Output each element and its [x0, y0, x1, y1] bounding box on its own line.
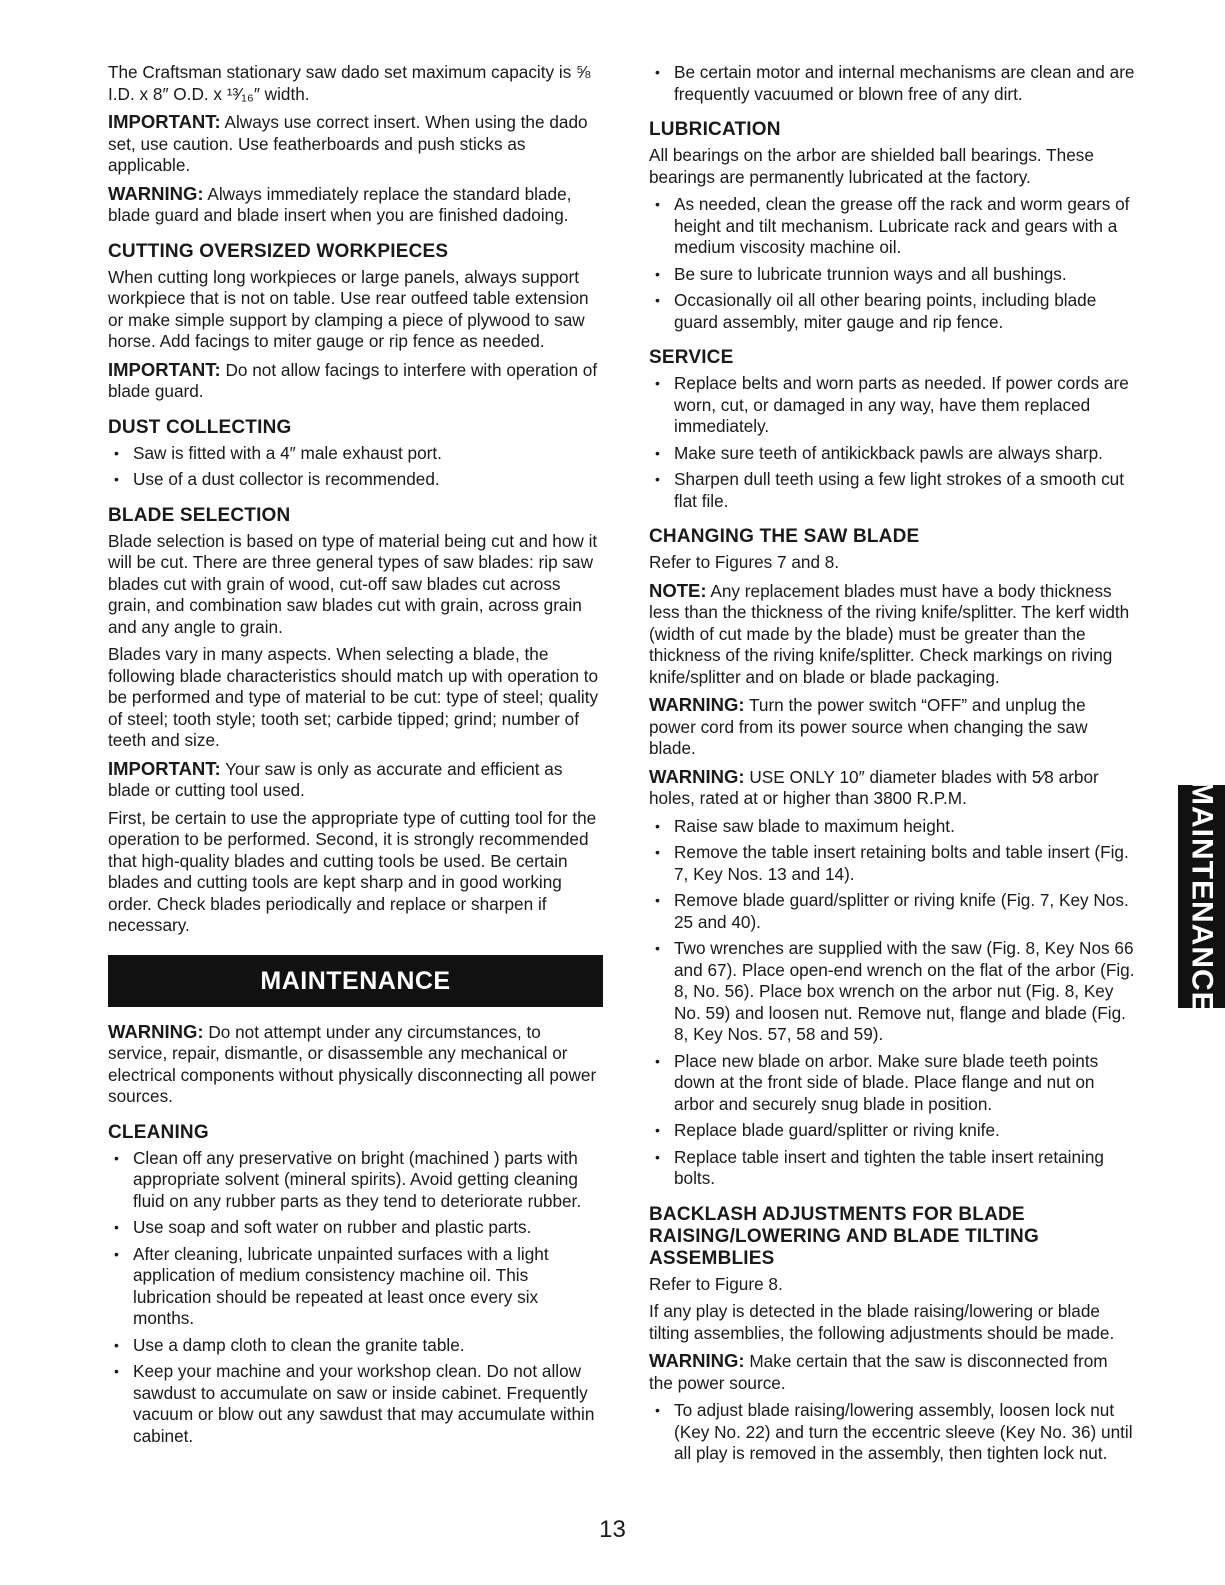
warning-dado-note	[108, 183, 603, 227]
backlash-adjustments-heading: BACKLASH ADJUSTMENTS FOR BLADE RAISING/LOWERING AND BLADE TILTING ASSEMBLIES	[649, 1203, 1039, 1269]
changing-blade-list	[649, 816, 1136, 1190]
important-text: Always use correct insert. When using the dado set, use caution. Use featherboards and push sticks as applicable.	[108, 112, 588, 175]
lubrication-text: All bearings on the arbor are shielded ball bearings. These bearings are permanently lubricated at the factory.	[649, 145, 1094, 187]
figure-reference: Refer to Figures 7 and 8.	[649, 552, 840, 572]
list-item: • After cleaning, lubricate unpainted surfaces with a light application of medium consistency machine oil. This lubrication should be repeated at least once every six months.	[108, 1244, 603, 1330]
backlash-text: If any play is detected in the blade raising/lowering or blade tilting assemblies, the following adjustments should be made.	[649, 1301, 1115, 1343]
changing-saw-blade-heading: CHANGING THE SAW BLADE	[649, 526, 920, 547]
warning-disconnect	[649, 1350, 1136, 1394]
service-heading: SERVICE	[649, 347, 734, 368]
list-item: • Be certain motor and internal mechanisms are clean and are frequently vacuumed or blown free of any dirt.	[649, 62, 1136, 105]
service-list	[649, 373, 1136, 512]
left-column	[108, 62, 603, 1453]
list-item: • Sharpen dull teeth using a few light strokes of a smooth cut flat file.	[649, 469, 1136, 512]
warning-text: Make certain that the saw is disconnected from the power source.	[649, 1351, 1108, 1393]
list-item: • Occasionally oil all other bearing points, including blade guard assembly, miter gauge and rip fence.	[649, 290, 1136, 333]
warning-label: WARNING:	[108, 1020, 204, 1042]
important-insert-note	[108, 111, 603, 177]
list-item: • Replace belts and worn parts as needed. If power cords are worn, cut, or damaged in any way, have them replaced immediately.	[649, 373, 1136, 438]
blade-selection-paragraph: Blade selection is based on type of material being cut and how it will be cut. There are three general types of saw blades: rip saw blades cut with grain of wood, cut-off saw blades cut across grain, and combination saw blades cut with grain, across grain and any angle to grain.	[108, 530, 598, 637]
warning-label: WARNING:	[108, 182, 204, 204]
figure-reference: Refer to Figure 8.	[649, 1273, 783, 1294]
list-item: • Saw is fitted with a 4″ male exhaust port.	[108, 443, 603, 465]
oversized-workpieces-text: When cutting long workpieces or large panels, always support workpiece that is not on table. Use rear outfeed table extension or make simple support by clamping a piece of plywood to saw horse. Add facings to miter gauge or rip fence as needed.	[108, 266, 589, 351]
cleaning-list	[108, 1148, 603, 1448]
important-label: IMPORTANT:	[108, 757, 221, 779]
list-item: • Use of a dust collector is recommended.	[108, 469, 603, 491]
cleaning-continued-list	[649, 62, 1136, 105]
warning-label: WARNING:	[649, 1350, 745, 1371]
warning-label: WARNING:	[649, 765, 745, 787]
list-item: • Make sure teeth of antikickback pawls are always sharp.	[649, 443, 1136, 465]
warning-label: WARNING:	[649, 694, 745, 715]
blade-selection-paragraph: First, be certain to use the appropriate type of cutting tool for the operation to be performed. Second, it is strongly recommended that high-quality blades and cutting tools be used. Be certain blades and cutting tools are kept sharp and in good working order. Check blades periodically and replace or sharpen if necessary.	[108, 807, 597, 935]
right-column	[649, 62, 1136, 1471]
warning-text: Turn the power switch “OFF” and unplug the power cord from its power source when changing the saw blade.	[649, 695, 1088, 758]
cleaning-heading: CLEANING	[108, 1121, 209, 1143]
lubrication-list	[649, 194, 1136, 333]
maintenance-side-tab	[1178, 780, 1225, 1013]
list-item: • Keep your machine and your workshop clean. Do not allow sawdust to accumulate on saw or inside cabinet. Frequently vacuum or blow out any sawdust that may accumulate within cabinet.	[108, 1361, 603, 1447]
list-item: • Use soap and soft water on rubber and plastic parts.	[108, 1217, 603, 1239]
note-text: Any replacement blades must have a body thickness less than the thickness of the riving knife/splitter. The kerf width (width of cut made by the blade) must be greater than the thickness of the riving knife/splitter. Check markings on riving knife/splitter and on blade or blade packaging.	[649, 580, 1130, 687]
list-item: • Replace table insert and tighten the table insert retaining bolts.	[649, 1147, 1136, 1190]
blade-selection-paragraph: Blades vary in many aspects. When selecting a blade, the following blade characteristics should match up with operation to be performed and type of material to be cut: type of steel; quality of steel; tooth style; tooth set; carbide tipped; grind; number of teeth and size.	[108, 644, 599, 750]
dust-collecting-list	[108, 443, 603, 491]
page-number: 13	[599, 1516, 626, 1543]
list-item: • Remove blade guard/splitter or riving knife (Fig. 7, Key Nos. 25 and 40).	[649, 890, 1136, 933]
list-item: • Replace blade guard/splitter or riving knife.	[649, 1120, 1136, 1142]
list-item: • Use a damp cloth to clean the granite table.	[108, 1335, 603, 1357]
warning-blade-size	[649, 766, 1136, 810]
warning-text: Always immediately replace the standard blade, blade guard and blade insert when you are finished dadoing.	[108, 183, 572, 225]
warning-service-note	[108, 1021, 603, 1108]
important-text: Your saw is only as accurate and efficient as blade or cutting tool used.	[108, 758, 563, 800]
maintenance-banner: MAINTENANCE	[108, 955, 603, 1007]
note-label: NOTE:	[649, 579, 707, 601]
warning-text: Do not attempt under any circumstances, to service, repair, dismantle, or disassemble any mechanical or electrical components without physically disconnecting all power sources.	[108, 1021, 597, 1106]
side-tab-label: MAINTENANCE	[1185, 780, 1219, 1013]
list-item: • As needed, clean the grease off the rack and worm gears of height and tilt mechanism. Lubricate rack and gears with a medium viscosity machine oil.	[649, 194, 1136, 259]
dado-capacity-text: The Craftsman stationary saw dado set maximum capacity is ⅝ I.D. x 8″ O.D. x ¹³⁄₁₆″ width.	[108, 62, 591, 104]
important-text: Do not allow facings to interfere with operation of blade guard.	[108, 359, 598, 401]
blade-selection-heading: BLADE SELECTION	[108, 504, 291, 526]
list-item: • Be sure to lubricate trunnion ways and all bushings.	[649, 264, 1136, 286]
important-label: IMPORTANT:	[108, 358, 221, 380]
list-item: • Raise saw blade to maximum height.	[649, 816, 1136, 838]
list-item: • To adjust blade raising/lowering assembly, loosen lock nut (Key No. 22) and turn the eccentric sleeve (Key No. 36) until all play is removed in the assembly, then tighten lock nut.	[649, 1400, 1136, 1465]
important-accuracy-note	[108, 758, 603, 802]
list-item: • Two wrenches are supplied with the saw (Fig. 8, Key Nos 66 and 67). Place open-end wrench on the flat of the arbor (Fig. 8, No. 56). Place box wrench on the arbor nut (Fig. 8, Key No. 59) and loosen nut. Remove nut, flange and blade (Fig. 8, Key Nos. 57, 58 and 59).	[649, 938, 1136, 1046]
list-item: • Clean off any preservative on bright (machined ) parts with appropriate solvent (mineral spirits). Avoid getting cleaning fluid on any rubber parts as they tend to deteriorate rubber.	[108, 1148, 603, 1213]
important-facings-note	[108, 359, 603, 403]
dust-collecting-heading: DUST COLLECTING	[108, 416, 292, 438]
note-blade-thickness	[649, 580, 1136, 689]
important-label: IMPORTANT:	[108, 111, 221, 132]
oversized-workpieces-heading: CUTTING OVERSIZED WORKPIECES	[108, 240, 449, 262]
warning-power-switch	[649, 694, 1136, 760]
backlash-list	[649, 1400, 1136, 1465]
warning-text: USE ONLY 10″ diameter blades with 5⁄8 arbor holes, rated at or higher than 3800 R.P.M.	[649, 766, 1099, 808]
list-item: • Place new blade on arbor. Make sure blade teeth points down at the front side of blade. Place flange and nut on arbor and securely snug blade in position.	[649, 1051, 1136, 1116]
list-item: • Remove the table insert retaining bolts and table insert (Fig. 7, Key Nos. 13 and 14).	[649, 842, 1136, 885]
lubrication-heading: LUBRICATION	[649, 119, 781, 140]
